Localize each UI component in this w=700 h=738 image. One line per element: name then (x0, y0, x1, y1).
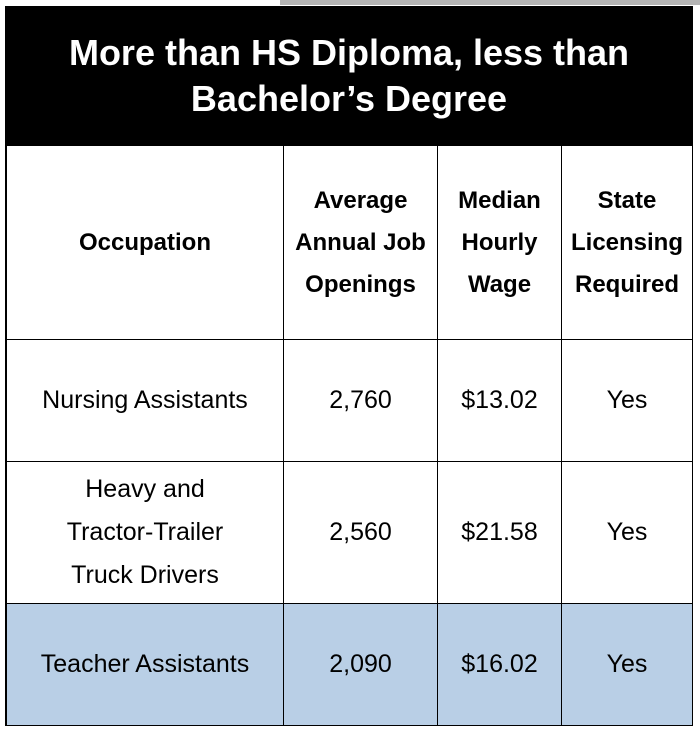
cell-wage: $21.58 (438, 462, 562, 604)
cell-licensing: Yes (562, 462, 693, 604)
cell-openings: 2,760 (284, 340, 438, 462)
cell-openings: 2,560 (284, 462, 438, 604)
cell-licensing: Yes (562, 340, 693, 462)
cell-wage: $16.02 (438, 604, 562, 726)
table-row (7, 462, 693, 604)
cell-licensing: Yes (562, 604, 693, 726)
table-row-highlighted (7, 604, 693, 726)
cell-occupation: Heavy and Tractor-Trailer Truck Drivers (7, 462, 284, 604)
header-wage: Median Hourly Wage (438, 146, 562, 340)
cell-occupation: Nursing Assistants (7, 340, 284, 462)
header-licensing: State Licensing Required (562, 146, 693, 340)
table-row (7, 340, 693, 462)
cell-openings: 2,090 (284, 604, 438, 726)
header-row (7, 146, 693, 340)
occupation-table-card (5, 6, 693, 726)
top-divider (280, 0, 700, 5)
header-openings: Average Annual Job Openings (284, 146, 438, 340)
occupation-table (6, 145, 693, 726)
cell-wage: $13.02 (438, 340, 562, 462)
title-line-2: Bachelor’s Degree (190, 78, 508, 119)
table-title (6, 7, 692, 145)
cell-occupation: Teacher Assistants (7, 604, 284, 726)
title-line-1: More than HS Diploma, less than (68, 32, 630, 73)
header-occupation: Occupation (7, 146, 284, 340)
